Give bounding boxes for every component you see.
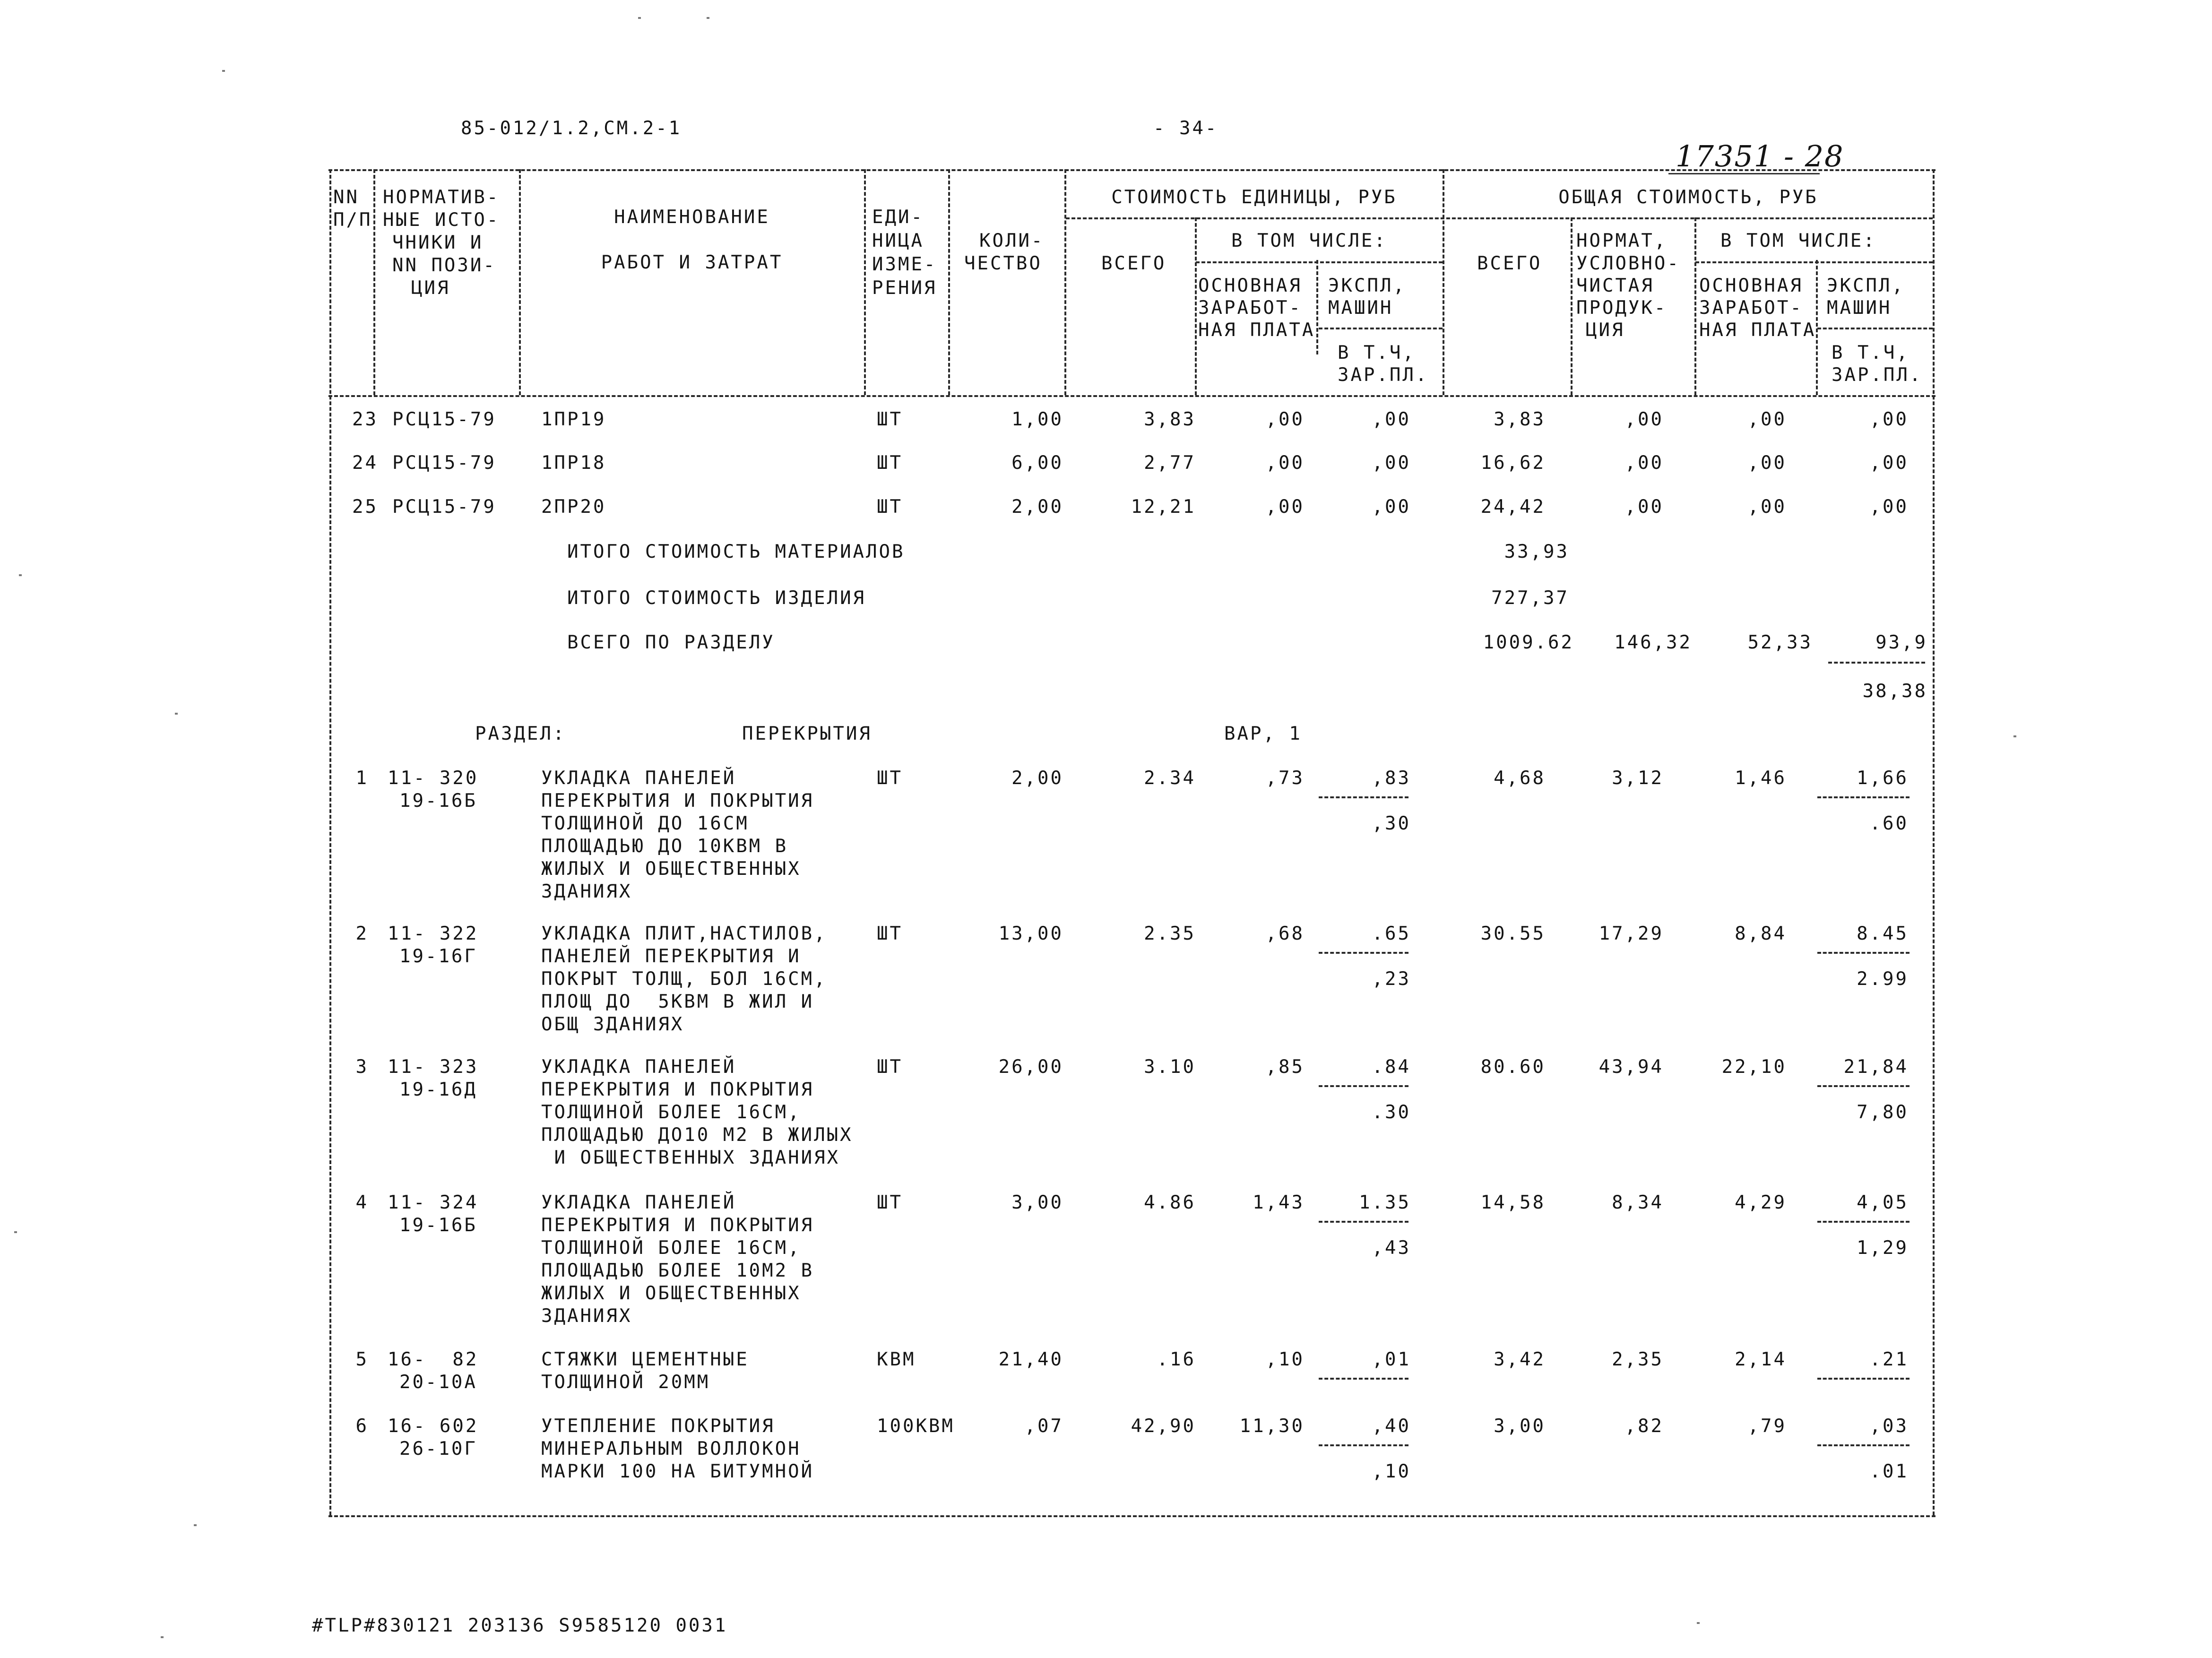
row-name-line: ПЛОЩАДЬЮ ДО10 М2 В ЖИЛЫХ [541,1124,853,1146]
section-total-label: ВСЕГО ПО РАЗДЕЛУ [567,632,775,653]
row-code-2: 19-16Б [399,790,477,812]
row-unit-mash-zp: .30 [1372,1102,1411,1123]
row-total-mash-zp: 2.99 [1857,968,1909,990]
handwritten-reference: 17351 - 28 [1676,139,1844,173]
row-total-mash-zp: .60 [1869,813,1909,834]
row-unit-mash: ,00 [1372,496,1411,518]
header-u-osn-3: НАЯ ПЛАТА [1198,320,1315,341]
row-total: 24,42 [1480,496,1546,518]
row-unit-total: 42,90 [1131,1416,1196,1437]
row-total-zp: ,79 [1747,1416,1787,1437]
row-total-normat: 17,29 [1599,923,1664,944]
row-num: 23 [352,409,378,430]
row-total-zp: ,00 [1747,452,1787,474]
row-name-line: ПЛОЩАДЬЮ БОЛЕЕ 10М2 В [541,1260,814,1281]
row-unit-zp: ,73 [1265,768,1305,789]
section-label: РАЗДЕЛ: [475,723,566,744]
row-name-line: УКЛАДКА ПАНЕЛЕЙ [541,768,736,789]
footer-code: #TLP#830121 203136 S9585120 0031 [312,1615,728,1636]
row-total-zp: 8,84 [1735,923,1787,944]
header-unit-cost-title: СТОИМОСТЬ ЕДИНИЦЫ, РУБ [1111,187,1397,208]
header-t-vtch-2: ЗАР.ПЛ. [1832,364,1923,386]
row-unit: ШТ [877,768,903,789]
row-total-normat: ,00 [1624,452,1664,474]
row-unit-mash-zp: ,30 [1372,813,1411,834]
row-qty: 1,00 [1011,409,1063,430]
row-code-2: 26-10Г [399,1438,477,1459]
row-unit-mash-zp: ,43 [1372,1237,1411,1259]
section-name: ПЕРЕКРЫТИЯ [742,723,872,744]
col-sep-t-total [1571,217,1573,395]
header-qty-1: КОЛИ- [979,230,1045,251]
row-unit: ШТ [877,496,903,518]
row-total-mash-zp: 1,29 [1857,1237,1909,1259]
header-u-vsego: ВСЕГО [1101,253,1166,274]
row-total: 3,00 [1494,1416,1546,1437]
header-qty-2: ЧЕСТВО [964,253,1042,274]
scan-speck [638,17,641,19]
row-code-2: 19-16Д [399,1079,477,1100]
row-total-zp: 2,14 [1735,1349,1787,1370]
header-t-normat-2: УСЛОВНО- [1576,253,1680,274]
col-sep-nn [373,169,375,395]
header-unit-2: НИЦА [872,230,924,251]
row-total-mash: ,00 [1869,409,1909,430]
section-total-divider [1828,662,1925,664]
row-name-line: ЗДАНИЯХ [541,1305,632,1327]
row-unit-total: .16 [1157,1349,1196,1370]
row-unit-divider [1319,1378,1408,1380]
table-right-border [1933,169,1935,1515]
header-u-eksp-2: МАШИН [1328,297,1393,319]
row-code-2: 19-16Б [399,1215,477,1236]
row-name-line: ПАНЕЛЕЙ ПЕРЕКРЫТИЯ И [541,946,801,967]
row-unit-divider [1319,1085,1408,1087]
row-total-mash-zp: .01 [1869,1461,1909,1482]
section-variant: ВАР, 1 [1224,723,1302,744]
page-number: - 34- [1153,118,1218,139]
row-unit-zp: ,00 [1265,409,1305,430]
header-bottom-border [328,395,1936,397]
header-u-v-tom: В ТОМ ЧИСЛЕ: [1231,230,1387,251]
header-t-v-tom: В ТОМ ЧИСЛЕ: [1720,230,1876,251]
header-t-vsego: ВСЕГО [1477,253,1542,274]
row-total-zp: 1,46 [1735,768,1787,789]
header-t-osn-3: НАЯ ПЛАТА [1699,320,1816,341]
row-total-mash: 8.45 [1857,923,1909,944]
table-bottom-border [328,1515,1936,1517]
row-total-mash-zp: 7,80 [1857,1102,1909,1123]
scan-speck [175,713,178,715]
row-num: 6 [355,1416,369,1437]
row-name-line: ТОЛЩИНОЙ ДО 16СМ [541,813,749,834]
row-unit-total: 2,77 [1144,452,1196,474]
header-norm-3: ЧНИКИ И [392,232,484,253]
row-unit-zp: ,85 [1265,1056,1305,1078]
total-v-tom-border [1695,261,1933,263]
row-code-1: 11- 324 [388,1192,479,1213]
row-unit-mash: ,00 [1372,452,1411,474]
header-t-normat-3: ЧИСТАЯ [1576,275,1654,296]
row-total-zp: 4,29 [1735,1192,1787,1213]
row-unit: ШТ [877,1192,903,1213]
total-mash-zp-border [1817,328,1933,329]
row-unit-mash: ,40 [1372,1416,1411,1437]
row-qty: 13,00 [998,923,1063,944]
materials-total-label: ИТОГО СТОИМОСТЬ МАТЕРИАЛОВ [567,541,905,562]
table-left-border [329,169,331,1515]
row-unit-mash-zp: ,23 [1372,968,1411,990]
row-total-normat: ,82 [1624,1416,1664,1437]
scan-speck [19,574,22,576]
section-total-mash-zp: 38,38 [1862,681,1927,702]
row-unit-mash: .84 [1372,1056,1411,1078]
row-total-divider [1817,952,1910,954]
row-code-1: 11- 323 [388,1056,479,1078]
handwritten-underline [1668,173,1820,174]
row-num: 2 [355,923,369,944]
unit-v-tom-border [1196,261,1443,263]
row-total-zp: ,00 [1747,496,1787,518]
product-total-label: ИТОГО СТОИМОСТЬ ИЗДЕЛИЯ [567,587,866,609]
row-unit-zp: 1,43 [1253,1192,1305,1213]
row-name-line: ПОКРЫТ ТОЛЩ, БОЛ 16СМ, [541,968,827,990]
row-code: РСЦ15-79 [392,452,496,474]
row-name: 1ПР18 [541,452,606,474]
row-unit-total: 4.86 [1144,1192,1196,1213]
row-num: 25 [352,496,378,518]
scan-speck [707,17,709,19]
row-code-1: 11- 320 [388,768,479,789]
row-name-line: ПЛОЩАДЬЮ ДО 10КВМ В [541,836,788,857]
row-unit-mash: 1.35 [1359,1192,1411,1213]
row-total-mash: ,03 [1869,1416,1909,1437]
col-sep-name [864,169,866,395]
row-name-line: ТОЛЩИНОЙ БОЛЕЕ 16СМ, [541,1102,801,1123]
row-total: 16,62 [1480,452,1546,474]
row-unit: ШТ [877,409,903,430]
row-total-divider [1817,1378,1910,1380]
row-total-mash: 4,05 [1857,1192,1909,1213]
row-total: 80.60 [1480,1056,1546,1078]
row-name-line: ТОЛЩИНОЙ 20ММ [541,1372,710,1393]
row-qty: 26,00 [998,1056,1063,1078]
section-total-mash: 93,9 [1875,632,1927,653]
row-name-line: СТЯЖКИ ЦЕМЕНТНЫЕ [541,1349,749,1370]
row-qty: 3,00 [1011,1192,1063,1213]
row-total-zp: ,00 [1747,409,1787,430]
row-name-line: МИНЕРАЛЬНЫМ ВОЛЛОКОН [541,1438,801,1459]
row-name-line: УКЛАДКА ПАНЕЛЕЙ [541,1056,736,1078]
section-total-zp: 52,33 [1747,632,1813,653]
row-total: 3,42 [1494,1349,1546,1370]
row-num: 5 [355,1349,369,1370]
header-norm-4: NN ПОЗИ- [392,255,496,276]
col-sep-t-normat [1694,217,1696,395]
row-total: 14,58 [1480,1192,1546,1213]
row-num: 24 [352,452,378,474]
scan-speck [14,1231,17,1233]
row-code: РСЦ15-79 [392,409,496,430]
row-code: РСЦ15-79 [392,496,496,518]
header-t-eksp-2: МАШИН [1827,297,1892,319]
row-name-line: ПЕРЕКРЫТИЯ И ПОКРЫТИЯ [541,1079,814,1100]
header-nn-2: П/П [333,209,372,231]
header-u-eksp-1: ЭКСПЛ, [1328,275,1406,296]
row-code-1: 16- 82 [388,1349,479,1370]
header-norm-2: НЫЕ ИСТО- [383,209,500,231]
row-unit-divider [1319,1221,1408,1223]
row-unit-mash-zp: ,10 [1372,1461,1411,1482]
row-qty: ,07 [1024,1416,1063,1437]
product-total-value: 727,37 [1491,587,1569,609]
row-name-line: ЖИЛЫХ И ОБЩЕСТВЕННЫХ [541,858,801,880]
row-unit: ШТ [877,1056,903,1078]
scan-speck [1697,1622,1700,1624]
section-total-value: 1009.62 [1483,632,1574,653]
row-name: 1ПР19 [541,409,606,430]
row-qty: 2,00 [1011,496,1063,518]
row-unit-mash: ,01 [1372,1349,1411,1370]
scan-speck [194,1524,197,1526]
row-unit-mash: ,00 [1372,409,1411,430]
header-name-2: РАБОТ И ЗАТРАТ [601,252,783,273]
row-total-normat: 2,35 [1612,1349,1664,1370]
row-unit-total: 2.35 [1144,923,1196,944]
header-unit-4: РЕНИЯ [872,277,937,299]
unit-mash-zp-border [1319,328,1443,329]
header-u-vtch-2: ЗАР.ПЛ. [1338,364,1429,386]
header-nn-1: NN [333,187,359,208]
row-total: 4,68 [1494,768,1546,789]
header-unit-3: ИЗМЕ- [872,254,937,275]
row-name-line: МАРКИ 100 НА БИТУМНОЙ [541,1461,814,1482]
row-total-mash: 21,84 [1843,1056,1909,1078]
row-name-line: УТЕПЛЕНИЕ ПОКРЫТИЯ [541,1416,775,1437]
scan-speck [161,1636,164,1638]
header-u-vtch-1: В Т.Ч, [1338,342,1416,363]
row-unit-total: 12,21 [1131,496,1196,518]
row-code-1: 16- 602 [388,1416,479,1437]
header-t-eksp-1: ЭКСПЛ, [1827,275,1905,296]
row-unit-mash: .65 [1372,923,1411,944]
row-unit: ШТ [877,923,903,944]
row-total-normat: ,00 [1624,409,1664,430]
header-t-osn-2: ЗАРАБОТ- [1699,297,1803,319]
row-total: 3,83 [1494,409,1546,430]
row-unit-total: 2.34 [1144,768,1196,789]
row-name-line: И ОБЩЕСТВЕННЫХ ЗДАНИЯХ [541,1147,840,1168]
col-sep-u-zp [1316,260,1318,354]
row-total-mash: ,00 [1869,452,1909,474]
col-sep-norm [519,169,521,395]
row-total-mash: .21 [1869,1349,1909,1370]
row-qty: 21,40 [998,1349,1063,1370]
row-name-line: ОБЩ ЗДАНИЯХ [541,1014,684,1035]
scan-speck [2013,735,2016,737]
row-name-line: ПЛОЩ ДО 5КВМ В ЖИЛ И [541,991,814,1012]
row-unit: ШТ [877,452,903,474]
header-u-osn-2: ЗАРАБОТ- [1198,297,1302,319]
row-code-2: 20-10А [399,1372,477,1393]
row-name-line: ЗДАНИЯХ [541,881,632,902]
row-num: 1 [355,768,369,789]
row-total: 30.55 [1480,923,1546,944]
document-code: 85-012/1.2,СМ.2-1 [461,118,682,139]
section-total-normat: 146,32 [1614,632,1692,653]
header-t-normat-5: ЦИЯ [1586,320,1625,341]
header-t-normat-4: ПРОДУК- [1576,297,1668,319]
row-total-mash: 1,66 [1857,768,1909,789]
table-top-border [328,169,1936,171]
row-unit: КВМ [877,1349,916,1370]
header-norm-1: НОРМАТИВ- [383,187,500,208]
row-name-line: ПЕРЕКРЫТИЯ И ПОКРЫТИЯ [541,1215,814,1236]
row-qty: 6,00 [1011,452,1063,474]
row-total-normat: 3,12 [1612,768,1664,789]
row-total-zp: 22,10 [1721,1056,1787,1078]
row-name-line: ПЕРЕКРЫТИЯ И ПОКРЫТИЯ [541,790,814,812]
scan-speck [222,70,225,72]
row-unit-zp: ,10 [1265,1349,1305,1370]
header-t-osn-1: ОСНОВНАЯ [1699,275,1803,296]
header-name-1: НАИМЕНОВАНИЕ [614,207,770,228]
row-unit-total: 3.10 [1144,1056,1196,1078]
header-u-osn-1: ОСНОВНАЯ [1198,275,1302,296]
row-unit-mash: ,83 [1372,768,1411,789]
row-total-divider [1817,1085,1910,1087]
row-unit-zp: ,00 [1265,452,1305,474]
row-name-line: УКЛАДКА ПЛИТ,НАСТИЛОВ, [541,923,827,944]
row-name: 2ПР20 [541,496,606,518]
row-unit-divider [1319,1444,1408,1446]
row-total-normat: 43,94 [1599,1056,1664,1078]
col-sep-unit [948,169,950,395]
header-norm-5: ЦИЯ [411,277,450,299]
row-num: 3 [355,1056,369,1078]
row-total-normat: ,00 [1624,496,1664,518]
row-total-divider [1817,1444,1910,1446]
row-unit-zp: ,68 [1265,923,1305,944]
header-t-normat-1: НОРМАТ, [1576,230,1668,251]
row-total-divider [1817,796,1910,798]
row-code-1: 11- 322 [388,923,479,944]
row-total-normat: 8,34 [1612,1192,1664,1213]
row-unit: 100КВМ [877,1416,955,1437]
row-unit-total: 3,83 [1144,409,1196,430]
header-total-cost-title: ОБЩАЯ СТОИМОСТЬ, РУБ [1558,187,1818,208]
col-sep-u-total [1195,217,1197,395]
materials-total-value: 33,93 [1504,541,1569,562]
row-name-line: ТОЛЩИНОЙ БОЛЕЕ 16СМ, [541,1237,801,1259]
row-unit-divider [1319,796,1408,798]
row-code-2: 19-16Г [399,946,477,967]
row-total-mash: ,00 [1869,496,1909,518]
row-unit-zp: ,00 [1265,496,1305,518]
row-name-line: ЖИЛЫХ И ОБЩЕСТВЕННЫХ [541,1283,801,1304]
header-unit-1: ЕДИ- [872,207,924,228]
header-sub-border [1066,217,1933,219]
row-qty: 2,00 [1011,768,1063,789]
row-name-line: УКЛАДКА ПАНЕЛЕЙ [541,1192,736,1213]
row-total-divider [1817,1221,1910,1223]
header-t-vtch-1: В Т.Ч, [1832,342,1910,363]
row-unit-zp: 11,30 [1239,1416,1305,1437]
row-num: 4 [355,1192,369,1213]
row-unit-divider [1319,952,1408,954]
